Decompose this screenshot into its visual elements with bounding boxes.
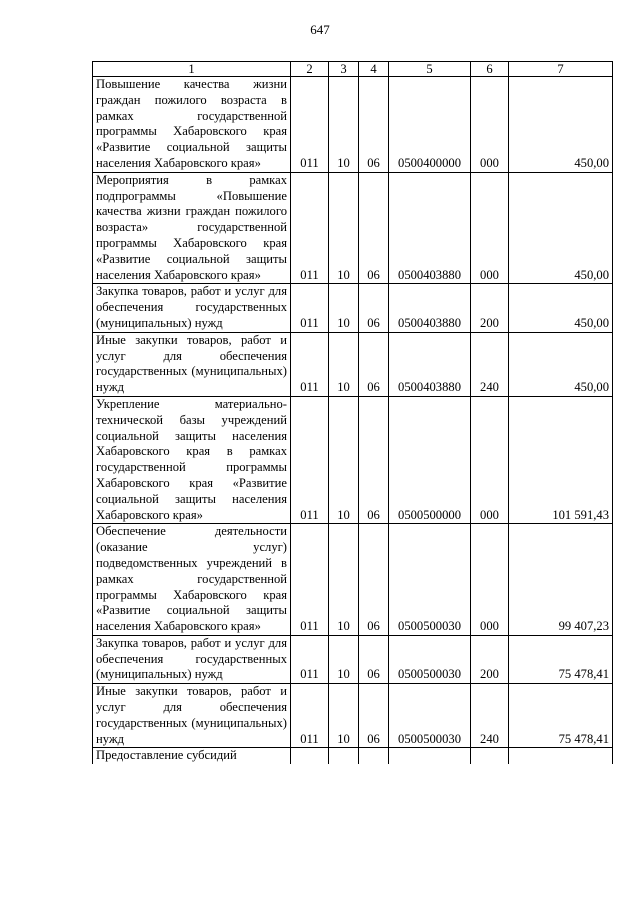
row-ministry-code: 011 xyxy=(291,172,329,284)
row-name: Предоставление субсидий xyxy=(93,748,291,764)
row-section: 10 xyxy=(329,635,359,683)
table-row xyxy=(93,635,613,683)
row-target-article: 0500403880 xyxy=(389,284,471,332)
header-col-1: 1 xyxy=(93,62,291,77)
row-amount: 450,00 xyxy=(509,332,613,396)
row-section: 10 xyxy=(329,684,359,748)
row-expense-type: 000 xyxy=(471,172,509,284)
row-amount: 75 478,41 xyxy=(509,635,613,683)
row-name: Укрепление материально-технической базы учреждений социальной защиты населения Хабаровского края в рамках государственной программы Хабаровского края «Развитие социальной защиты населения Хабаровского края» xyxy=(93,396,291,523)
row-name: Закупка товаров, работ и услуг для обеспечения государственных (муниципальных) нужд xyxy=(93,284,291,332)
row-section: 10 xyxy=(329,524,359,636)
row-subsection: 06 xyxy=(359,332,389,396)
header-col-4: 4 xyxy=(359,62,389,77)
row-expense-type: 240 xyxy=(471,332,509,396)
row-subsection: 06 xyxy=(359,77,389,173)
row-target-article: 0500500000 xyxy=(389,396,471,523)
table-row xyxy=(93,172,613,284)
row-section: 10 xyxy=(329,396,359,523)
row-amount: 450,00 xyxy=(509,172,613,284)
header-col-6: 6 xyxy=(471,62,509,77)
row-expense-type: 000 xyxy=(471,77,509,173)
row-target-article: 0500500030 xyxy=(389,684,471,748)
row-name: Повышение качества жизни граждан пожилого возраста в рамках государственной программы Хабаровского края «Развитие социальной защиты населения Хабаровского края» xyxy=(93,77,291,173)
table-row xyxy=(93,284,613,332)
row-name: Иные закупки товаров, работ и услуг для обеспечения государственных (муниципальных) нужд xyxy=(93,332,291,396)
row-name: Закупка товаров, работ и услуг для обеспечения государственных (муниципальных) нужд xyxy=(93,635,291,683)
row-subsection: 06 xyxy=(359,396,389,523)
row-amount: 101 591,43 xyxy=(509,396,613,523)
row-name: Иные закупки товаров, работ и услуг для обеспечения государственных (муниципальных) нужд xyxy=(93,684,291,748)
row-subsection: 06 xyxy=(359,684,389,748)
table-row xyxy=(93,77,613,173)
row-subsection: 06 xyxy=(359,635,389,683)
row-expense-type: 000 xyxy=(471,396,509,523)
row-target-article: 0500500030 xyxy=(389,635,471,683)
header-col-7: 7 xyxy=(509,62,613,77)
row-target-article: 0500400000 xyxy=(389,77,471,173)
row-subsection: 06 xyxy=(359,524,389,636)
column-number-header xyxy=(93,62,613,77)
row-expense-type: 000 xyxy=(471,524,509,636)
table-row xyxy=(93,684,613,748)
row-ministry-code: 011 xyxy=(291,684,329,748)
row-target-article: 0500403880 xyxy=(389,172,471,284)
row-expense-type: 200 xyxy=(471,284,509,332)
row-target-article: 0500403880 xyxy=(389,332,471,396)
empty-cell xyxy=(359,748,389,764)
row-ministry-code: 011 xyxy=(291,332,329,396)
row-section: 10 xyxy=(329,172,359,284)
table-row xyxy=(93,524,613,636)
row-target-article: 0500500030 xyxy=(389,524,471,636)
row-name: Мероприятия в рамках подпрограммы «Повышение качества жизни граждан пожилого возраста» государственной программы Хабаровского края «Развитие социальной защиты населения Хабаровского края» xyxy=(93,172,291,284)
row-subsection: 06 xyxy=(359,172,389,284)
row-amount: 450,00 xyxy=(509,77,613,173)
empty-cell xyxy=(509,748,613,764)
row-amount: 99 407,23 xyxy=(509,524,613,636)
row-amount: 450,00 xyxy=(509,284,613,332)
row-expense-type: 240 xyxy=(471,684,509,748)
row-ministry-code: 011 xyxy=(291,77,329,173)
empty-cell xyxy=(471,748,509,764)
table-row xyxy=(93,332,613,396)
empty-cell xyxy=(329,748,359,764)
row-section: 10 xyxy=(329,284,359,332)
row-name: Обеспечение деятельности (оказание услуг) подведомственных учреждений в рамках государственной программы Хабаровского края «Развитие социальной защиты населения Хабаровского края» xyxy=(93,524,291,636)
row-amount: 75 478,41 xyxy=(509,684,613,748)
empty-cell xyxy=(389,748,471,764)
row-section: 10 xyxy=(329,77,359,173)
row-subsection: 06 xyxy=(359,284,389,332)
row-section: 10 xyxy=(329,332,359,396)
table-row xyxy=(93,396,613,523)
header-col-5: 5 xyxy=(389,62,471,77)
row-expense-type: 200 xyxy=(471,635,509,683)
budget-table xyxy=(92,61,613,764)
row-ministry-code: 011 xyxy=(291,396,329,523)
row-ministry-code: 011 xyxy=(291,635,329,683)
row-ministry-code: 011 xyxy=(291,284,329,332)
page-number: 647 xyxy=(310,22,330,37)
header-col-2: 2 xyxy=(291,62,329,77)
row-ministry-code: 011 xyxy=(291,524,329,636)
header-col-3: 3 xyxy=(329,62,359,77)
table-row-continued xyxy=(93,748,613,764)
empty-cell xyxy=(291,748,329,764)
